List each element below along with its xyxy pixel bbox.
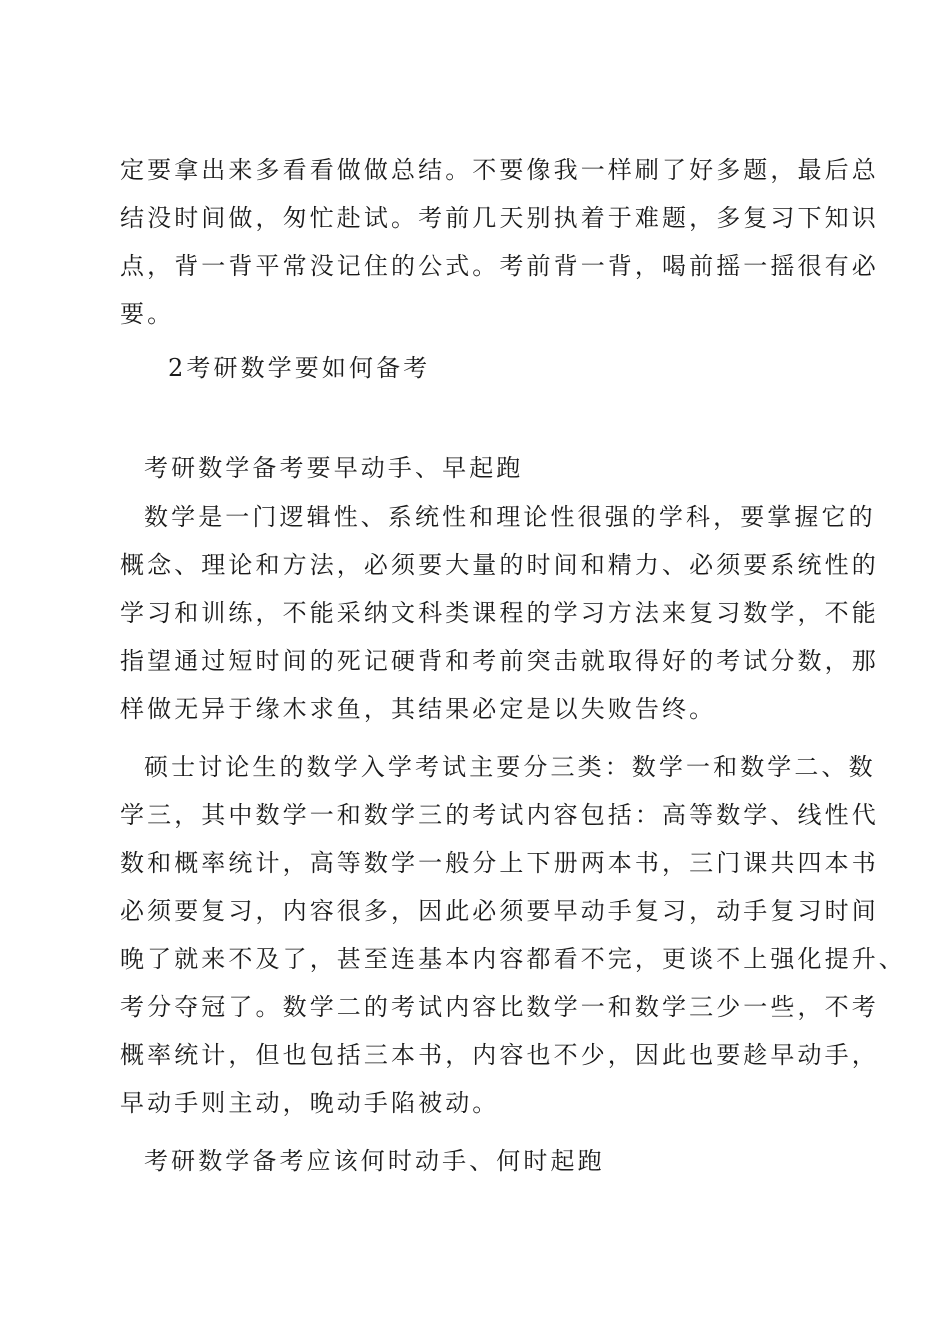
paragraph-line: 早动手则主动，晚动手陷被动。 [120, 1089, 500, 1117]
paragraph-line: 结没时间做，匆忙赴试。考前几天别执着于难题，多复习下知识 [120, 204, 879, 232]
paragraph-line: 学三，其中数学一和数学三的考试内容包括：高等数学、线性代 [120, 801, 879, 829]
paragraph-line: 必须要复习，内容很多，因此必须要早动手复习，动手复习时间 [120, 897, 879, 925]
paragraph-line: 点，背一背平常没记住的公式。考前背一背，喝前摇一摇很有必 [120, 252, 879, 280]
paragraph-line: 概率统计，但也包括三本书，内容也不少，因此也要趁早动手， [120, 1041, 879, 1069]
paragraph-line: 样做无异于缘木求鱼，其结果必定是以失败告终。 [120, 695, 717, 723]
subheading: 考研数学备考要早动手、早起跑 [144, 454, 524, 482]
section-heading: 2考研数学要如何备考 [168, 354, 431, 382]
paragraph-line: 指望通过短时间的死记硬背和考前突击就取得好的考试分数，那 [120, 647, 879, 675]
paragraph-line: 要。 [120, 300, 175, 328]
subheading: 考研数学备考应该何时动手、何时起跑 [144, 1147, 605, 1175]
paragraph-line: 数学是一门逻辑性、系统性和理论性很强的学科，要掌握它的 [144, 503, 876, 531]
paragraph-line: 晚了就来不及了，甚至连基本内容都看不完，更谈不上强化提升、 [120, 945, 906, 973]
paragraph-line: 数和概率统计，高等数学一般分上下册两本书，三门课共四本书 [120, 849, 879, 877]
paragraph-line: 学习和训练，不能采纳文科类课程的学习方法来复习数学，不能 [120, 599, 879, 627]
paragraph-line: 概念、理论和方法，必须要大量的时间和精力、必须要系统性的 [120, 551, 879, 579]
paragraph-line: 考分夺冠了。数学二的考试内容比数学一和数学三少一些，不考 [120, 993, 879, 1021]
paragraph-line: 定要拿出来多看看做做总结。不要像我一样刷了好多题，最后总 [120, 156, 879, 184]
paragraph-line: 硕士讨论生的数学入学考试主要分三类：数学一和数学二、数 [144, 753, 876, 781]
